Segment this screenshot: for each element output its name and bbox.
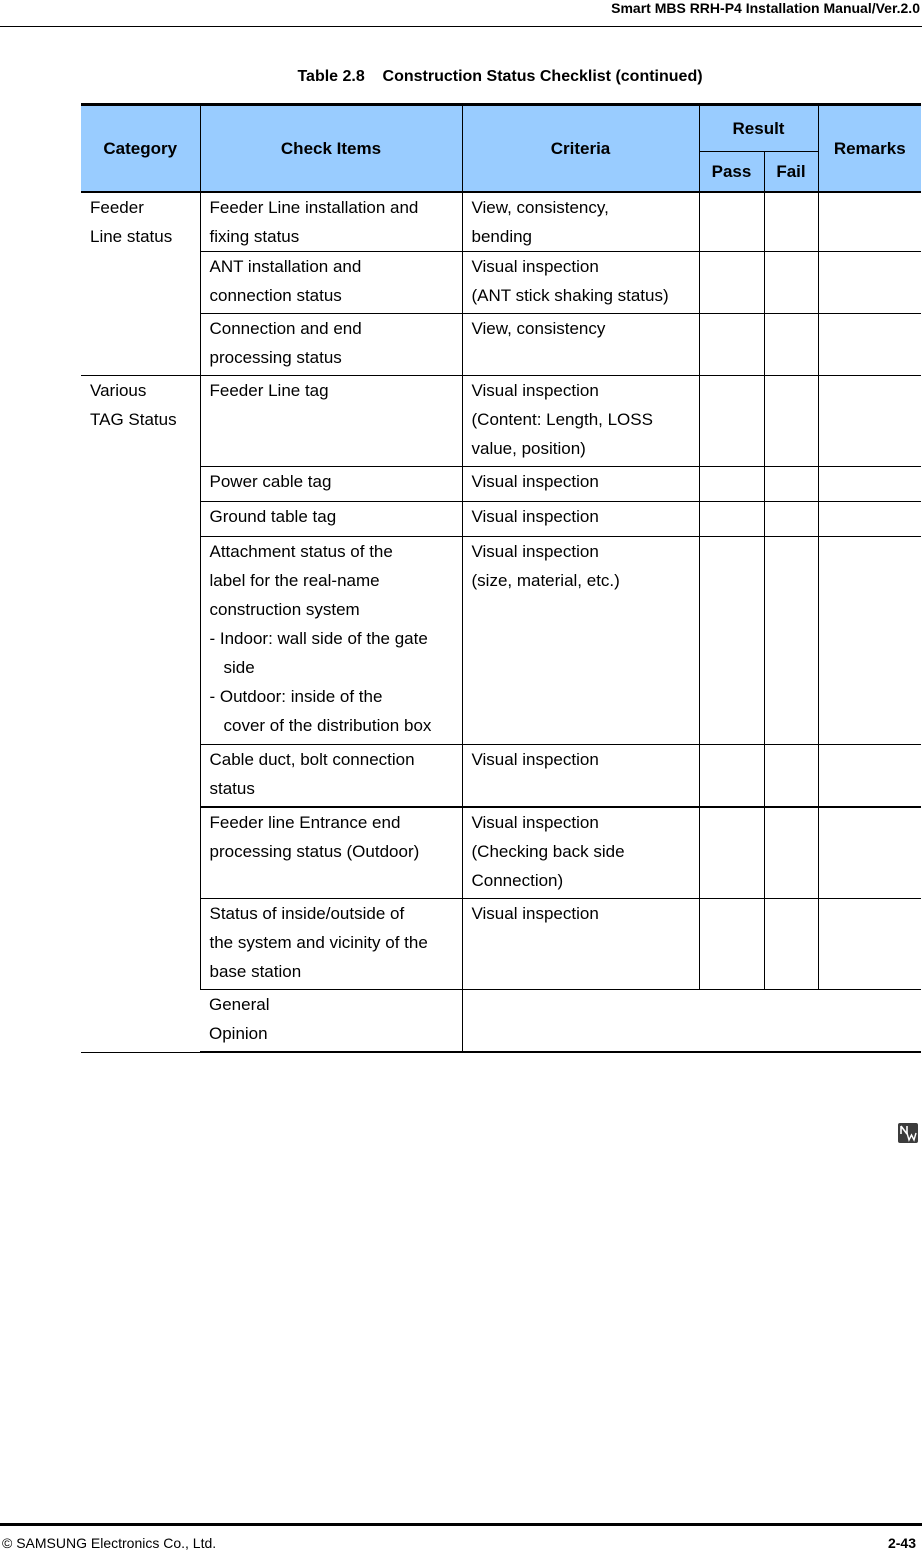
pass-cell[interactable]	[699, 314, 764, 376]
table-number: Table 2.8	[297, 68, 365, 85]
criteria-cell: Visual inspection (Content: Length, LOSS value, position)	[462, 376, 699, 467]
remarks-cell[interactable]	[818, 745, 921, 808]
table-row	[81, 314, 921, 376]
table-row	[81, 467, 921, 502]
header-rule	[0, 26, 922, 27]
table-row	[81, 192, 921, 252]
pass-cell[interactable]	[699, 537, 764, 745]
header-criteria: Criteria	[462, 105, 699, 193]
fail-cell[interactable]	[764, 376, 818, 467]
table-row	[81, 502, 921, 537]
criteria-cell: Visual inspection	[462, 467, 699, 502]
check-item-cell: Feeder Line tag	[200, 376, 462, 467]
fail-cell[interactable]	[764, 314, 818, 376]
header-result: Result	[699, 105, 818, 152]
fail-cell[interactable]	[764, 899, 818, 990]
check-item-cell: ANT installation and connection status	[200, 252, 462, 314]
table-row	[81, 899, 921, 990]
criteria-cell: Visual inspection	[462, 899, 699, 990]
table-row	[81, 745, 921, 808]
remarks-cell[interactable]	[818, 314, 921, 376]
fail-cell[interactable]	[764, 502, 818, 537]
fail-cell[interactable]	[764, 537, 818, 745]
pass-cell[interactable]	[699, 807, 764, 899]
pass-cell[interactable]	[699, 192, 764, 252]
header-remarks: Remarks	[818, 105, 921, 193]
pass-cell[interactable]	[699, 502, 764, 537]
remarks-cell[interactable]	[818, 807, 921, 899]
check-item-cell: Connection and end processing status	[200, 314, 462, 376]
table-row	[81, 376, 921, 467]
check-item-cell: Cable duct, bolt connection status	[200, 745, 462, 808]
table-title: Construction Status Checklist (continued)	[382, 68, 703, 85]
remarks-cell[interactable]	[818, 537, 921, 745]
table-row	[81, 537, 921, 745]
header-fail: Fail	[764, 152, 818, 193]
publisher-logo-icon	[898, 1123, 918, 1143]
pass-cell[interactable]	[699, 376, 764, 467]
remarks-cell[interactable]	[818, 467, 921, 502]
pass-cell[interactable]	[699, 745, 764, 808]
fail-cell[interactable]	[764, 745, 818, 808]
pass-cell[interactable]	[699, 467, 764, 502]
table-row	[81, 990, 921, 1053]
remarks-cell[interactable]	[818, 252, 921, 314]
general-opinion-label: General Opinion	[200, 990, 462, 1053]
header-category: Category	[81, 105, 200, 193]
check-item-cell: Power cable tag	[200, 467, 462, 502]
header-check-items: Check Items	[200, 105, 462, 193]
footer-rule	[0, 1523, 922, 1526]
criteria-cell: Visual inspection (Checking back side Connection)	[462, 807, 699, 899]
fail-cell[interactable]	[764, 252, 818, 314]
footer-page-number: 2-43	[887, 1535, 916, 1551]
general-opinion-cell[interactable]	[462, 990, 921, 1053]
table-caption	[80, 68, 920, 86]
remarks-cell[interactable]	[818, 192, 921, 252]
category-cell: Various TAG Status	[81, 376, 200, 1053]
remarks-cell[interactable]	[818, 899, 921, 990]
checklist-table	[81, 103, 921, 1053]
table-row	[81, 807, 921, 899]
table-row	[81, 252, 921, 314]
footer-copyright: © SAMSUNG Electronics Co., Ltd.	[2, 1535, 217, 1551]
remarks-cell[interactable]	[818, 376, 921, 467]
criteria-cell: Visual inspection	[462, 745, 699, 808]
fail-cell[interactable]	[764, 467, 818, 502]
header-pass: Pass	[699, 152, 764, 193]
pass-cell[interactable]	[699, 899, 764, 990]
fail-cell[interactable]	[764, 192, 818, 252]
criteria-cell: View, consistency	[462, 314, 699, 376]
running-header: Smart MBS RRH-P4 Installation Manual/Ver.2.0	[611, 0, 920, 16]
remarks-cell[interactable]	[818, 502, 921, 537]
check-item-cell: Attachment status of the label for the real-name construction system - Indoor: wall side of the gate side - Outdoor: inside of the cover of the distribution box	[200, 537, 462, 745]
criteria-cell: Visual inspection (size, material, etc.)	[462, 537, 699, 745]
category-cell: Feeder Line status	[81, 192, 200, 376]
check-item-cell: Status of inside/outside of the system and vicinity of the base station	[200, 899, 462, 990]
check-item-cell: Ground table tag	[200, 502, 462, 537]
pass-cell[interactable]	[699, 252, 764, 314]
criteria-cell: View, consistency, bending	[462, 192, 699, 252]
criteria-cell: Visual inspection (ANT stick shaking status)	[462, 252, 699, 314]
criteria-cell: Visual inspection	[462, 502, 699, 537]
check-item-cell: Feeder line Entrance end processing status (Outdoor)	[200, 807, 462, 899]
check-item-cell: Feeder Line installation and fixing status	[200, 192, 462, 252]
fail-cell[interactable]	[764, 807, 818, 899]
